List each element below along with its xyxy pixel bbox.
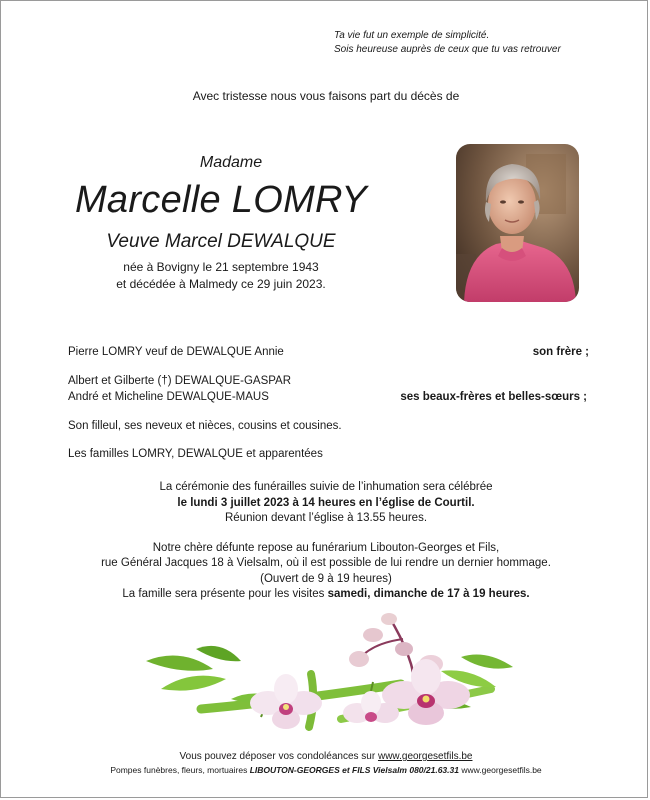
condolences-line (1, 751, 650, 762)
portrait-photo (456, 144, 579, 302)
epigraph-line-2: Sois heureuse auprès de ceux que tu vas retrouver (334, 44, 561, 55)
intro-text: Avec tristesse nous vous faisons part du décès de (192, 89, 460, 103)
deceased-title: Madame (199, 154, 263, 171)
services-line (1, 765, 650, 775)
death-line: et décédée à Malmedy ce 29 juin 2023. (116, 277, 326, 291)
epigraph (334, 29, 561, 57)
epigraph-line-1: Ta vie fut un exemple de simplicité. (334, 30, 490, 41)
ceremony-block (1, 480, 650, 603)
funerarium-hours: (Ouvert de 9 à 19 heures) (260, 572, 392, 585)
relation-brother: son frère ; (532, 346, 589, 358)
condolences-prefix: Vous pouvez déposer vos condoléances sur (179, 751, 378, 762)
orchid-bamboo-illustration (141, 609, 521, 744)
birth-line: née à Bovigny le 21 septembre 1943 (123, 260, 319, 274)
services-company: LIBOUTON-GEORGES et FILS Vielsalm 080/21.63.31 (249, 765, 459, 775)
deceased-widow-of: Veuve Marcel DEWALQUE (106, 231, 336, 252)
services-prefix: Pompes funèbres, fleurs, mortuaires (110, 765, 250, 775)
ceremony-line-1: La cérémonie des funérailles suivie de l’inhumation sera célébrée (159, 481, 493, 493)
deceased-dates (61, 259, 381, 293)
ceremony-date: le lundi 3 juillet 2023 à 14 heures en l’église de Courtil. (177, 496, 475, 509)
relative-families: Les familles LOMRY, DEWALQUE et apparentées (68, 448, 323, 460)
funerarium-line-1: Notre chère défunte repose au funérarium Libouton-Georges et Fils, (152, 541, 500, 554)
relative-brother: Pierre LOMRY veuf de DEWALQUE Annie (68, 346, 284, 358)
ceremony-meeting: Réunion devant l’église à 13.55 heures. (224, 512, 428, 524)
relation-inlaws: ses beaux-frères et belles-sœurs ; (400, 391, 587, 403)
visits-times: samedi, dimanche de 17 à 19 heures. (327, 588, 530, 600)
deceased-name: Marcelle LOMRY (74, 179, 368, 221)
relative-inlaws-2: André et Micheline DEWALQUE-MAUS (68, 391, 269, 403)
orchid-icon (250, 613, 470, 729)
services-site[interactable]: www.georgesetfils.be (458, 765, 542, 775)
relative-inlaws-1: Albert et Gilberte (†) DEWALQUE-GASPAR (68, 375, 292, 387)
funerarium-line-2: rue Général Jacques 18 à Vielsalm, où il est possible de lui rendre un dernier hommage. (101, 557, 551, 569)
condolences-link[interactable]: www.georgesetfils.be (377, 751, 473, 762)
visits-line (1, 587, 650, 603)
visits-prefix: La famille sera présente pour les visites (122, 588, 328, 600)
relative-godson: Son filleul, ses neveux et nièces, cousins et cousines. (68, 420, 342, 432)
